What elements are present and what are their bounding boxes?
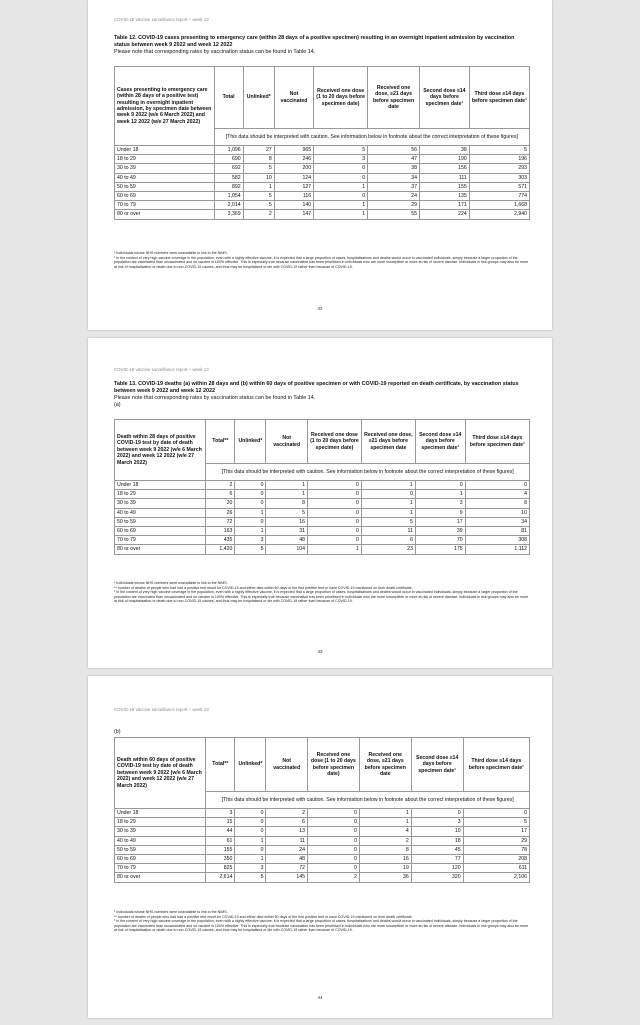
footnote: ¹ In the context of very high vaccine coverage in the population, even with a highly effective vaccine, it is expected that a large proportion of cases, hospitalisations and deaths would occur in vaccinated individuals, simply because a larger proportion of the population are vaccinated than unvaccinated and no vaccine is 100% effective. This is especially true because vaccination has been prioritised in individuals who are more susceptible or more at risk of severe disease. Individuals in risk groups may also be more at risk of hospitalisation or death due to non-COVID-19 causes, and thus may be hospitalised or die with COVID-19 rather than because of COVID-19. [114, 919, 529, 933]
value-cell: 5 [243, 201, 274, 210]
value-cell: 0 [314, 164, 368, 173]
value-cell: 171 [420, 201, 470, 210]
value-cell: 1 [359, 818, 411, 827]
value-cell: 5 [243, 192, 274, 201]
value-cell: 1 [314, 182, 368, 191]
page-number: 44 [317, 995, 323, 1000]
value-cell: 2 [243, 210, 274, 219]
footnotes [114, 581, 530, 604]
value-cell: 0 [411, 809, 463, 818]
value-cell: 0 [307, 864, 359, 873]
value-cell: 3,369 [214, 210, 243, 219]
value-cell: 0 [235, 845, 266, 854]
value-cell: 8 [465, 499, 529, 508]
value-cell: 19 [359, 864, 411, 873]
value-cell: 47 [368, 155, 420, 164]
value-cell: 0 [314, 173, 368, 182]
age-group-cell: 50 to 59 [115, 845, 206, 854]
value-cell: 246 [274, 155, 313, 164]
value-cell: 435 [206, 536, 235, 545]
value-cell: 3 [206, 809, 235, 818]
table-row [115, 164, 530, 173]
age-group-cell: 80 or over [115, 873, 206, 882]
value-cell: 147 [274, 210, 313, 219]
header-cases-description: Cases presenting to emergency care (within 28 days of a positive test) resulting in overnight inpatient admission, by specimen date between week 9 2022 (w/e 6 March 2022) and week 12 2022 (w/e 27 March 2022) [115, 67, 215, 146]
header-not-vaccinated: Not vaccinated [274, 67, 313, 129]
age-group-cell: Under 18 [115, 481, 206, 490]
value-cell: 5 [235, 873, 266, 882]
running-header: COVID-19 vaccine surveillance report – week 13 [114, 367, 209, 372]
header-not-vaccinated: Not vaccinated [266, 420, 308, 464]
value-cell: 155 [420, 182, 470, 191]
value-cell: 1 [235, 527, 266, 536]
value-cell: 11 [361, 527, 415, 536]
header-third-dose: Third dose ≥14 days before specimen date¹ [463, 738, 529, 792]
table-row [115, 182, 530, 191]
value-cell: 0 [415, 481, 465, 490]
value-cell: 0 [307, 818, 359, 827]
table-13a [114, 419, 530, 555]
value-cell: 0 [307, 499, 361, 508]
header-one-dose-1-20: Received one dose (1 to 20 days before specimen date) [307, 738, 359, 792]
footnote: ¹ In the context of very high vaccine coverage in the population, even with a highly effective vaccine, it is expected that a large proportion of cases, hospitalisations and deaths would occur in vaccinated individuals, simply because a larger proportion of the population are vaccinated than unvaccinated and no vaccine is 100% effective. This is especially true because vaccination has been prioritised in individuals who are more susceptible or more at risk of severe disease. Individuals in risk groups may also be more at risk of hospitalisation or death due to non-COVID-19 causes, and thus may be hospitalised or die with COVID-19 rather than because of COVID-19. [114, 590, 529, 604]
value-cell: 29 [368, 201, 420, 210]
value-cell: 72 [266, 864, 308, 873]
header-second-dose: Second dose ≥14 days before specimen date¹ [411, 738, 463, 792]
table-13-title-block [114, 381, 530, 409]
value-cell: 1 [361, 481, 415, 490]
value-cell: 17 [415, 517, 465, 526]
value-cell: 1 [361, 499, 415, 508]
table-12-title: Table 12. COVID-19 cases presenting to emergency care (within 28 days of a positive specimen) resulting in an overnight inpatient admission by vaccination status between week 9 2022 and week 12 2022 [114, 35, 515, 48]
age-group-cell: 70 to 79 [115, 864, 206, 873]
value-cell: 15 [206, 818, 235, 827]
table-13-title: Table 13. COVID-19 deaths (a) within 28 days and (b) within 60 days of positive specimen or with COVID-19 reported on death certificate, by vaccination status between week 9 2022 and week 12 2022 [114, 381, 519, 394]
value-cell: 34 [465, 517, 529, 526]
value-cell: 24 [266, 845, 308, 854]
table-row [115, 873, 530, 882]
header-total: Total** [206, 420, 235, 464]
value-cell: 38 [368, 164, 420, 173]
value-cell: 44 [206, 827, 235, 836]
table-13b-title-block [114, 729, 530, 736]
table-row [115, 864, 530, 873]
value-cell: 1 [243, 182, 274, 191]
value-cell: 5 [243, 164, 274, 173]
value-cell: 135 [420, 192, 470, 201]
value-cell: 0 [463, 809, 529, 818]
value-cell: 24 [368, 192, 420, 201]
value-cell: 1 [235, 836, 266, 845]
footnote: * Individuals whose NHS numbers were unavailable to link to the NIMS. [114, 910, 228, 914]
table-row [115, 855, 530, 864]
table-row [115, 499, 530, 508]
value-cell: 2,614 [206, 873, 235, 882]
rates-note: Please note that corresponding rates by vaccination status can be found in Table 14. [114, 395, 316, 401]
value-cell: 1 [266, 481, 308, 490]
table-row [115, 192, 530, 201]
age-group-cell: 18 to 29 [115, 490, 206, 499]
header-second-dose: Second dose ≥14 days before specimen date¹ [415, 420, 465, 464]
value-cell: 0 [314, 192, 368, 201]
value-cell: 1,420 [206, 545, 235, 554]
value-cell: 0 [307, 517, 361, 526]
table-row [115, 490, 530, 499]
footnote: ** number of deaths of people who had had a positive test result for COVID-19 and either died within 60 days of the first positive test or have COVID-19 mentioned on their death certificate. [114, 585, 413, 590]
value-cell: 0 [307, 809, 359, 818]
value-cell: 1 [307, 545, 361, 554]
value-cell: 156 [420, 164, 470, 173]
age-group-cell: 30 to 39 [115, 499, 206, 508]
value-cell: 582 [214, 173, 243, 182]
value-cell: 224 [420, 210, 470, 219]
value-cell: 200 [274, 164, 313, 173]
table-row [115, 827, 530, 836]
value-cell: 3 [415, 499, 465, 508]
value-cell: 0 [307, 845, 359, 854]
value-cell: 0 [307, 508, 361, 517]
value-cell: 5 [463, 818, 529, 827]
header-not-vaccinated: Not vaccinated [266, 738, 308, 792]
table-13b [114, 737, 530, 883]
value-cell: 3 [314, 155, 368, 164]
value-cell: 163 [206, 527, 235, 536]
value-cell: 2 [307, 873, 359, 882]
age-group-cell: 60 to 69 [115, 192, 215, 201]
age-group-cell: 30 to 39 [115, 164, 215, 173]
age-group-cell: 40 to 49 [115, 836, 206, 845]
value-cell: 1 [359, 809, 411, 818]
value-cell: 308 [465, 536, 529, 545]
header-total: Total [214, 67, 243, 129]
table-row [115, 527, 530, 536]
value-cell: 3 [235, 536, 266, 545]
value-cell: 0 [361, 490, 415, 499]
header-one-dose-1-20: Received one dose (1 to 20 days before specimen date) [307, 420, 361, 464]
value-cell: 48 [266, 855, 308, 864]
value-cell: 26 [206, 508, 235, 517]
value-cell: 81 [465, 527, 529, 536]
table-row [115, 545, 530, 554]
caution-note: [This data should be interpreted with caution. See information below in footnote about the correct interpretation of these figures] [214, 129, 529, 146]
value-cell: 8 [243, 155, 274, 164]
value-cell: 70 [415, 536, 465, 545]
value-cell: 2,106 [463, 873, 529, 882]
value-cell: 965 [274, 146, 313, 155]
header-death-description: Death within 60 days of positive COVID-19 test by date of death between week 9 2022 (w/e 6 March 2022) and week 12 2022 (w/e 27 March 2022) [115, 738, 206, 809]
age-group-cell: 50 to 59 [115, 182, 215, 191]
subtable-label-b: (b) [114, 729, 121, 735]
value-cell: 78 [463, 845, 529, 854]
value-cell: 61 [206, 836, 235, 845]
page-number: 42 [317, 306, 323, 311]
value-cell: 145 [266, 873, 308, 882]
value-cell: 5 [361, 517, 415, 526]
value-cell: 1 [266, 490, 308, 499]
value-cell: 892 [214, 182, 243, 191]
rates-note: Please note that corresponding rates by vaccination status can be found in Table 14. [114, 49, 316, 55]
header-third-dose: Third dose ≥14 days before specimen date¹ [465, 420, 529, 464]
value-cell: 825 [206, 864, 235, 873]
header-one-dose-21: Received one dose, ≥21 days before specimen date [361, 420, 415, 464]
table-row [115, 836, 530, 845]
value-cell: 3 [235, 864, 266, 873]
table-13b-wrapper [114, 737, 530, 883]
value-cell: 10 [411, 827, 463, 836]
value-cell: 0 [235, 809, 266, 818]
subtable-label-a: (a) [114, 402, 121, 408]
page-number: 43 [317, 649, 323, 654]
value-cell: 320 [411, 873, 463, 882]
age-group-cell: 30 to 39 [115, 827, 206, 836]
value-cell: 303 [469, 173, 529, 182]
header-unlinked: Unlinked* [235, 420, 266, 464]
value-cell: 0 [307, 536, 361, 545]
table-row [115, 481, 530, 490]
value-cell: 1 [235, 508, 266, 517]
value-cell: 116 [274, 192, 313, 201]
table-row [115, 210, 530, 219]
table-row [115, 517, 530, 526]
age-group-cell: 40 to 49 [115, 508, 206, 517]
value-cell: 11 [266, 836, 308, 845]
table-row [115, 146, 530, 155]
value-cell: 196 [469, 155, 529, 164]
value-cell: 1 [361, 508, 415, 517]
header-third-dose: Third dose ≥14 days before specimen date¹ [469, 67, 529, 129]
age-group-cell: 80 or over [115, 210, 215, 219]
age-group-cell: 50 to 59 [115, 517, 206, 526]
value-cell: 1 [314, 201, 368, 210]
value-cell: 127 [274, 182, 313, 191]
footnote: * Individuals whose NHS numbers were unavailable to link to the NIMS. [114, 581, 228, 585]
table-13a-wrapper [114, 419, 530, 555]
value-cell: 2,014 [214, 201, 243, 210]
value-cell: 3 [411, 818, 463, 827]
age-group-cell: Under 18 [115, 146, 215, 155]
value-cell: 0 [235, 818, 266, 827]
table-row [115, 155, 530, 164]
footnote: * Individuals whose NHS numbers were unavailable to link to the NIMS. [114, 251, 228, 255]
value-cell: 16 [359, 855, 411, 864]
value-cell: 774 [469, 192, 529, 201]
value-cell: 0 [235, 481, 266, 490]
age-group-cell: Under 18 [115, 809, 206, 818]
value-cell: 2 [266, 809, 308, 818]
age-group-cell: 18 to 29 [115, 818, 206, 827]
value-cell: 1,112 [465, 545, 529, 554]
value-cell: 56 [368, 146, 420, 155]
value-cell: 20 [206, 499, 235, 508]
value-cell: 1 [415, 490, 465, 499]
table-row [115, 508, 530, 517]
value-cell: 1,668 [469, 201, 529, 210]
age-group-cell: 40 to 49 [115, 173, 215, 182]
running-header: COVID-19 vaccine surveillance report – week 13 [114, 17, 209, 22]
value-cell: 29 [463, 836, 529, 845]
value-cell: 5 [266, 508, 308, 517]
table-12-title-block [114, 35, 530, 56]
value-cell: 190 [420, 155, 470, 164]
header-death-description: Death within 28 days of positive COVID-19 test by date of death between week 9 2022 (w/e 6 March 2022) and week 12 2022 (w/e 27 March 2022) [115, 420, 206, 481]
value-cell: 16 [266, 517, 308, 526]
caution-note: [This data should be interpreted with caution. See information below in footnote about the correct interpretation of these figures] [206, 792, 530, 809]
age-group-cell: 60 to 69 [115, 527, 206, 536]
value-cell: 37 [368, 182, 420, 191]
footnotes [114, 910, 530, 933]
value-cell: 571 [469, 182, 529, 191]
table-row [115, 173, 530, 182]
value-cell: 175 [415, 545, 465, 554]
value-cell: 72 [206, 517, 235, 526]
value-cell: 350 [206, 855, 235, 864]
table-row [115, 845, 530, 854]
value-cell: 17 [463, 827, 529, 836]
value-cell: 23 [361, 545, 415, 554]
value-cell: 0 [235, 827, 266, 836]
value-cell: 611 [463, 864, 529, 873]
value-cell: 48 [266, 536, 308, 545]
table-row [115, 809, 530, 818]
value-cell: 1 [314, 210, 368, 219]
value-cell: 5 [469, 146, 529, 155]
value-cell: 6 [206, 490, 235, 499]
header-total: Total** [206, 738, 235, 792]
value-cell: 8 [266, 499, 308, 508]
age-group-cell: 18 to 29 [115, 155, 215, 164]
value-cell: 208 [463, 855, 529, 864]
value-cell: 39 [415, 527, 465, 536]
value-cell: 5 [314, 146, 368, 155]
caution-note: [This data should be interpreted with caution. See information below in footnote about the correct interpretation of these figures] [206, 464, 530, 481]
value-cell: 45 [411, 845, 463, 854]
value-cell: 120 [411, 864, 463, 873]
value-cell: 104 [266, 545, 308, 554]
value-cell: 34 [368, 173, 420, 182]
value-cell: 4 [359, 827, 411, 836]
value-cell: 0 [235, 490, 266, 499]
value-cell: 55 [368, 210, 420, 219]
value-cell: 10 [243, 173, 274, 182]
value-cell: 690 [214, 155, 243, 164]
value-cell: 1,096 [214, 146, 243, 155]
value-cell: 0 [307, 527, 361, 536]
header-unlinked: Unlinked* [243, 67, 274, 129]
value-cell: 0 [235, 499, 266, 508]
value-cell: 31 [266, 527, 308, 536]
document-page-43 [88, 338, 552, 668]
value-cell: 140 [274, 201, 313, 210]
value-cell: 5 [235, 545, 266, 554]
value-cell: 293 [469, 164, 529, 173]
value-cell: 36 [359, 873, 411, 882]
value-cell: 0 [307, 855, 359, 864]
value-cell: 0 [307, 827, 359, 836]
value-cell: 0 [307, 490, 361, 499]
value-cell: 4 [465, 490, 529, 499]
header-one-dose-1-20: Received one dose (1 to 20 days before specimen date) [314, 67, 368, 129]
document-page-42 [88, 0, 552, 330]
table-row [115, 201, 530, 210]
value-cell: 8 [359, 845, 411, 854]
value-cell: 1 [235, 855, 266, 864]
value-cell: 9 [415, 508, 465, 517]
table-12 [114, 66, 530, 220]
value-cell: 0 [307, 836, 359, 845]
value-cell: 6 [266, 818, 308, 827]
header-one-dose-21: Received one dose, ≥21 days before specimen date [359, 738, 411, 792]
value-cell: 2 [359, 836, 411, 845]
footnotes [114, 251, 530, 269]
footnote: ¹ In the context of very high vaccine coverage in the population, even with a highly effective vaccine, it is expected that a large proportion of cases, hospitalisations and deaths would occur in vaccinated individuals, simply because a larger proportion of the population are vaccinated than unvaccinated and no vaccine is 100% effective. This is especially true because vaccination has been prioritised in individuals who are more susceptible or more at risk of severe disease. Individuals in risk groups may also be more at risk of hospitalisation or death due to non-COVID-19 causes, and thus may be hospitalised or die with COVID-19 rather than because of COVID-19. [114, 255, 529, 269]
footnote: ** number of deaths of people who had had a positive test result for COVID-19 and either died within 60 days of the first positive test or have COVID-19 mentioned on their death certificate. [114, 914, 413, 919]
header-unlinked: Unlinked* [235, 738, 266, 792]
table-row [115, 536, 530, 545]
age-group-cell: 70 to 79 [115, 201, 215, 210]
value-cell: 0 [235, 517, 266, 526]
value-cell: 111 [420, 173, 470, 182]
value-cell: 77 [411, 855, 463, 864]
value-cell: 1,054 [214, 192, 243, 201]
value-cell: 124 [274, 173, 313, 182]
value-cell: 0 [307, 481, 361, 490]
document-page-44 [88, 676, 552, 1018]
table-12-wrapper [114, 66, 530, 220]
value-cell: 6 [361, 536, 415, 545]
header-one-dose-21: Received one dose, ≥21 days before specimen date [368, 67, 420, 129]
value-cell: 155 [206, 845, 235, 854]
age-group-cell: 60 to 69 [115, 855, 206, 864]
value-cell: 2,940 [469, 210, 529, 219]
value-cell: 38 [420, 146, 470, 155]
value-cell: 0 [465, 481, 529, 490]
header-second-dose: Second dose ≥14 days before specimen date¹ [420, 67, 470, 129]
age-group-cell: 80 or over [115, 545, 206, 554]
value-cell: 692 [214, 164, 243, 173]
value-cell: 2 [206, 481, 235, 490]
table-row [115, 818, 530, 827]
value-cell: 18 [411, 836, 463, 845]
value-cell: 10 [465, 508, 529, 517]
value-cell: 13 [266, 827, 308, 836]
running-header: COVID-19 vaccine surveillance report – week 13 [114, 707, 209, 712]
age-group-cell: 70 to 79 [115, 536, 206, 545]
value-cell: 27 [243, 146, 274, 155]
